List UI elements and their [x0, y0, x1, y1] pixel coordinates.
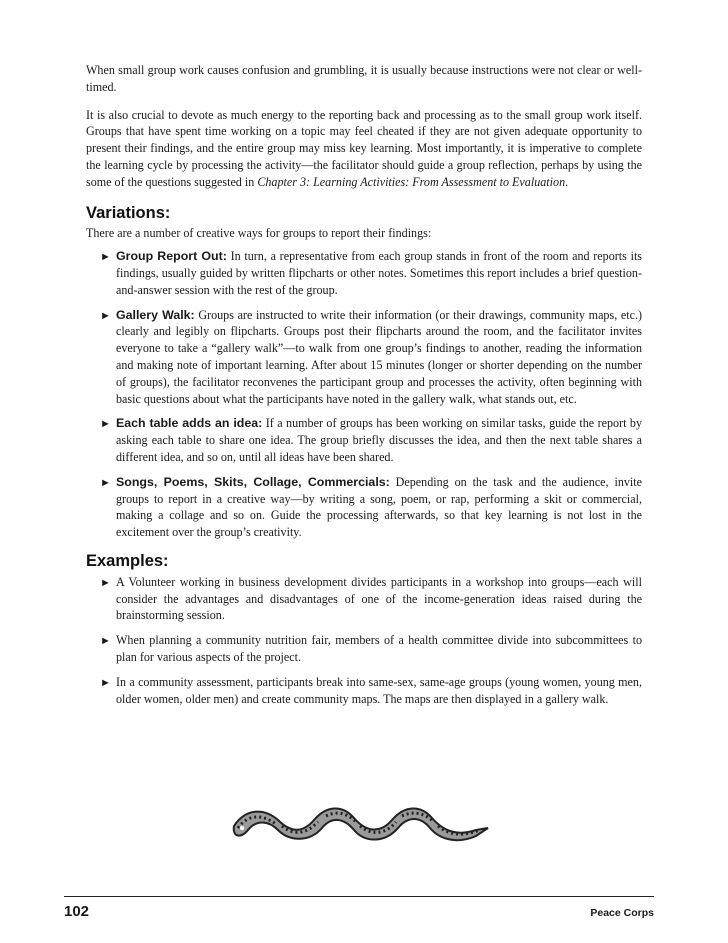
intro-paragraph-1: When small group work causes confusion and grumbling, it is usually because instructions were not clear or well-timed.	[86, 63, 642, 94]
variation-text: Groups are instructed to write their information (or their drawings, community maps, etc.) clearly and legibly on flipcharts. Groups post their flipcharts around the room, and the facilitator invites everyone to take a “gallery walk”—to walk from one group’s findings to another, reading the information and making note of important learning. After about 15 minutes (longer or shorter depending on the number of groups), the facilitator reconvenes the participant group and processes the activity, often beginning with basic questions about what the participants have noted in the gallery walk, what stands out, etc.	[116, 307, 642, 406]
right-triangle-arrow-icon: ►	[100, 676, 111, 689]
examples-list	[86, 574, 642, 708]
variation-item	[86, 415, 642, 465]
variation-item	[86, 474, 642, 541]
right-triangle-arrow-icon: ►	[100, 476, 111, 489]
snake-body	[234, 808, 488, 840]
examples-heading: Examples:	[86, 551, 169, 570]
intro-paragraph-2	[86, 107, 642, 191]
variation-text: In turn, a representative from each group stands in front of the room and reports its findings, usually guided by written flipcharts or other notes. Sometimes this report includes a brief question-and-answer session with the rest of the group.	[116, 249, 643, 297]
intro-paragraph-2-text: It is also crucial to devote as much energy to the reporting back and processing as to the small group work itself. Groups that have spent time working on a topic may feel cheated if they are not given adequate opportunity to present their findings, and the entire group may miss key learning. Most importantly, it is imperative to complete the learning cycle by processing the activity—the facilitator should guide a group reflection, perhaps by using the some of the questions suggested in	[86, 107, 642, 189]
page-number: 102	[64, 903, 90, 920]
variation-term: Gallery Walk:	[116, 307, 195, 322]
variation-text: Depending on the task and the audience, invite groups to report in a creative way—by writing a song, poem, or rap, performing a skit or commercial, making a collage and so on. Guide the processing afterwards, so that key learning is not lost in the excitement over the group’s creativity.	[116, 474, 642, 540]
decorated-snake-illustration	[226, 790, 490, 850]
variation-item	[86, 307, 642, 408]
example-text: In a community assessment, participants break into same-sex, same-age groups (young women, young men, older women, older men) and create community maps. The maps are then displayed in a gallery walk.	[116, 674, 642, 706]
example-text: When planning a community nutrition fair, members of a health committee divide into subcommittees to plan for various aspects of the project.	[116, 633, 642, 664]
variations-lead: There are a number of creative ways for groups to report their findings:	[86, 226, 432, 241]
right-triangle-arrow-icon: ►	[100, 635, 111, 648]
example-item	[86, 632, 642, 666]
example-item	[86, 674, 642, 708]
variation-term: Group Report Out:	[116, 249, 227, 264]
variation-term: Songs, Poems, Skits, Collage, Commercials:	[116, 474, 390, 489]
right-triangle-arrow-icon: ►	[100, 251, 111, 264]
variation-term: Each table adds an idea:	[116, 416, 263, 431]
right-triangle-arrow-icon: ►	[100, 576, 111, 589]
variation-item	[86, 248, 642, 298]
page-footer	[64, 896, 654, 920]
intro-paragraph-2-end: .	[565, 174, 569, 189]
right-triangle-arrow-icon: ►	[100, 309, 111, 322]
example-item	[86, 574, 642, 624]
variations-heading: Variations:	[86, 203, 171, 222]
chapter-reference: Chapter 3: Learning Activities: From Assessment to Evaluation	[257, 174, 566, 189]
variations-list	[86, 248, 642, 541]
right-triangle-arrow-icon: ►	[100, 418, 111, 431]
organization-name: Peace Corps	[590, 907, 654, 919]
variation-text: If a number of groups has been working on similar tasks, guide the report by asking each table to share one idea. The group briefly discusses the idea, and then the next table shares a different idea, and so on, until all ideas have been shared.	[116, 416, 643, 464]
snake-eye	[240, 826, 244, 830]
main-text	[86, 62, 642, 715]
example-text: A Volunteer working in business development divides participants in a workshop into groups—each will consider the advantages and disadvantages of one of the income-generation ideas raised during the brainstorming session.	[116, 574, 642, 623]
